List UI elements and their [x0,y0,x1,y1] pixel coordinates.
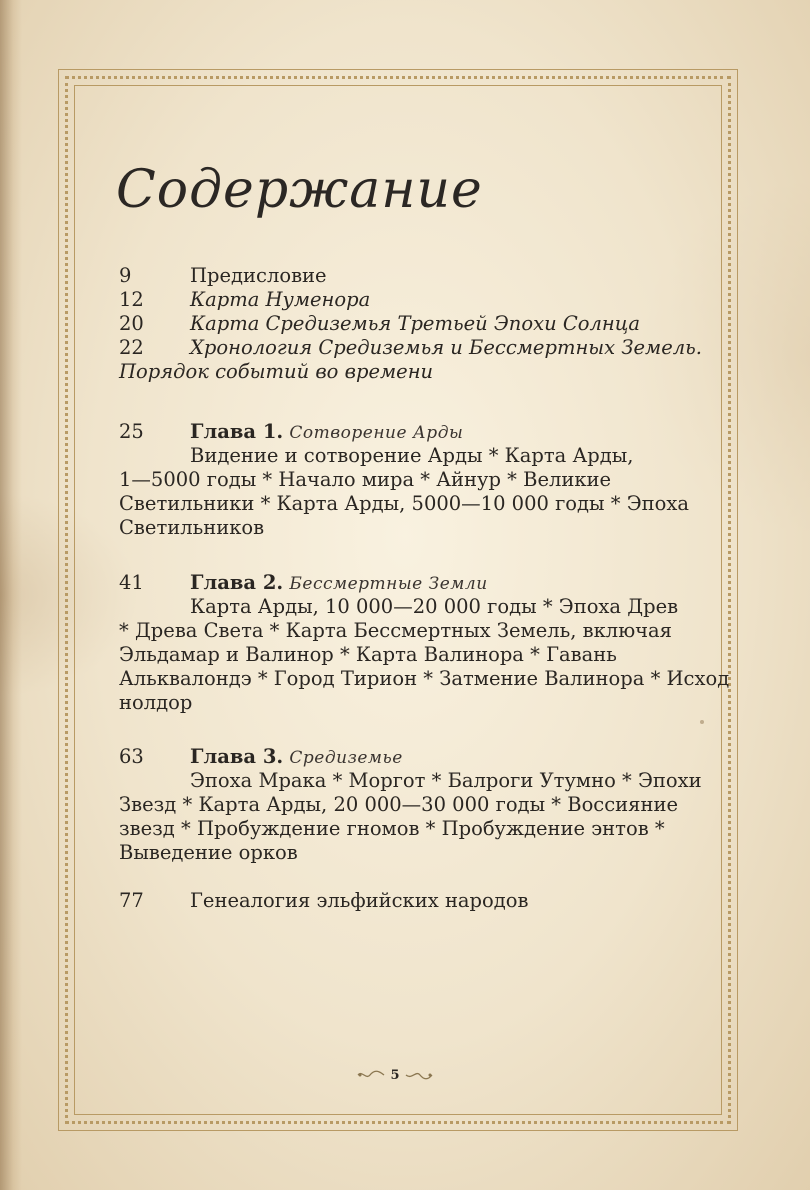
entry-page-number: 22 [119,336,144,359]
chapter-3-line: Эпоха Мрака * Моргот * Балроги Утумно * Эпохи [190,769,702,792]
toc-entry-chronology-continued: Порядок событий во времени [119,360,434,383]
flourish-right-icon [404,1069,434,1081]
chapter-1-line: Светильников [119,516,265,539]
chapter-2-line: * Древа Света * Карта Бессмертных Земель, включая [119,619,672,642]
entry-title: Карта Нуменора [190,288,371,311]
entry-page-number: 77 [119,889,144,912]
entry-title: Хронология Средиземья и Бессмертных Земель. [190,336,702,359]
chapter-2-line: Эльдамар и Валинор * Карта Валинора * Гавань [119,643,617,666]
chapter-1-line: Видение и сотворение Арды * Карта Арды, [190,444,634,467]
chapter-label: Глава 2. [190,571,284,594]
entry-page-number: 20 [119,312,144,335]
chapter-label: Глава 1. [190,420,284,443]
chapter-page-number: 41 [119,571,144,594]
chapter-label: Глава 3. [190,745,284,768]
entry-title: Предисловие [190,264,327,287]
chapter-2-line: нолдор [119,691,193,714]
page-number: 5 [390,1067,400,1083]
chapter-3-line: Звезд * Карта Арды, 20 000—30 000 годы * Воссияние [119,793,678,816]
entry-title: Генеалогия эльфийских народов [190,889,529,912]
chapter-page-number: 63 [119,745,144,768]
chapter-1-line: 1—5000 годы * Начало мира * Айнур * Великие [119,468,612,491]
chapter-3-line: звезд * Пробуждение гномов * Пробуждение энтов * [119,817,665,840]
entry-title: Карта Средиземья Третьей Эпохи Солнца [190,312,641,335]
chapter-2-line: Карта Арды, 10 000—20 000 годы * Эпоха Древ [190,595,679,618]
paper-stain [700,720,704,724]
chapter-2-line: Альквалондэ * Город Тирион * Затмение Валинора * Исход [119,667,730,690]
chapter-1-line: Светильники * Карта Арды, 5000—10 000 годы * Эпоха [119,492,690,515]
page-title: Содержание [116,160,483,220]
chapter-page-number: 25 [119,420,144,443]
page-folio [355,1064,435,1086]
flourish-left-icon [356,1069,386,1081]
book-spine-shadow [0,0,22,1190]
entry-page-number: 9 [119,264,132,287]
chapter-3-line: Выведение орков [119,841,298,864]
entry-page-number: 12 [119,288,144,311]
chapter-title: Бессмертные Земли [289,574,488,594]
chapter-title: Сотворение Арды [289,423,464,443]
chapter-title: Средиземье [289,748,403,768]
